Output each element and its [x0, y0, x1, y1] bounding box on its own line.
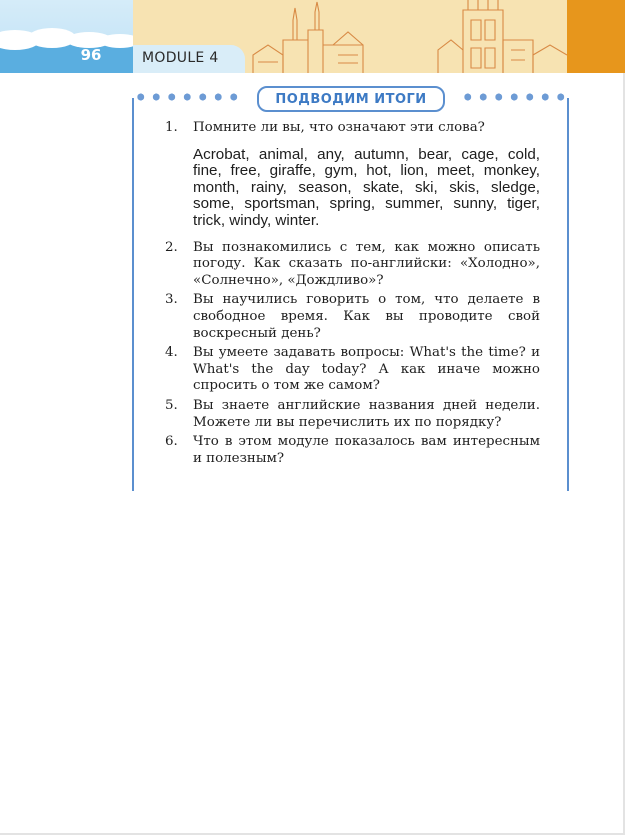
question-number: 5.	[165, 397, 178, 413]
module-label: MODULE 4	[142, 50, 219, 66]
question-number: 4.	[165, 345, 178, 361]
question-item	[165, 345, 540, 395]
question-item	[165, 398, 540, 431]
question-item	[165, 120, 540, 230]
question-text: Помните ли вы, что означают эти слова?	[193, 120, 485, 135]
question-number: 1.	[165, 120, 178, 135]
question-list	[165, 120, 540, 470]
summary-title: ПОДВОДИМ ИТОГИ	[275, 92, 427, 107]
vocabulary-list: Acrobat, animal, any, autumn, bear, cage, cold, fine, free, giraffe, gym, hot, lion, meet, monkey, month, rainy, season, skate, ski, skis, sledge, some, sportsman, spring, summer, sunny, tiger, trick, windy, winter.	[193, 145, 540, 229]
question-text: Вы знаете английские названия дней недели. Можете ли вы перечислить их по порядку?	[193, 397, 540, 430]
question-number: 6.	[165, 434, 178, 450]
question-text: Вы научились говорить о том, что делаете в свободное время. Как вы проводите свой воскресный день?	[193, 292, 540, 341]
question-text: Что в этом модуле показалось вам интересным и полезным?	[193, 434, 540, 466]
question-item	[165, 240, 540, 290]
corner-orange-block	[567, 0, 625, 73]
question-text: Вы познакомились с тем, как можно описать погоду. Как сказать по-английски: «Холодно», «Солнечно», «Дождливо»?	[193, 239, 540, 288]
page-number: 96	[80, 46, 102, 64]
question-text: Вы умеете задавать вопросы: What's the time? и What's the day today? А как иначе можно спросить о том же самом?	[193, 345, 540, 394]
page-header	[0, 0, 625, 73]
question-item	[165, 434, 540, 467]
question-number: 2.	[165, 239, 178, 255]
summary-title-tab	[257, 86, 445, 112]
question-item	[165, 292, 540, 342]
question-number: 3.	[165, 292, 178, 308]
